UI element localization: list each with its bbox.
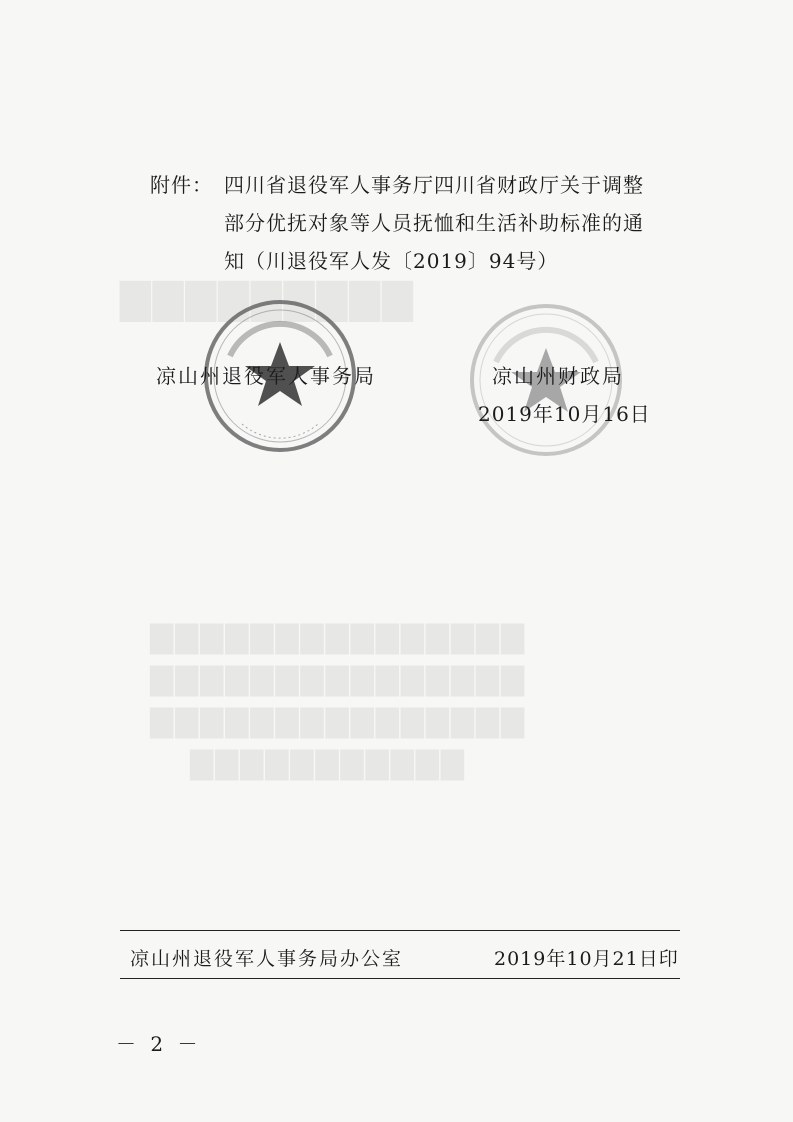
attachment-line-1: 四川省退役军人事务厅四川省财政厅关于调整: [224, 173, 644, 197]
footer-print-date: 2019年10月21日印: [494, 948, 679, 970]
bleed-through-ghost: ▇▇▇▇▇▇▇▇▇: [120, 275, 415, 322]
attachment-line-2: 部分优抚对象等人员抚恤和生活补助标准的通: [224, 211, 644, 235]
attachment-line-3: 知（川退役军人发〔2019〕94号）: [224, 249, 559, 273]
footer-rule-top: [120, 930, 680, 931]
signature-left-org: 凉山州退役军人事务局: [156, 364, 376, 388]
attachment-label: 附件：: [150, 173, 213, 197]
signature-right-org: 凉山州财政局: [492, 364, 624, 388]
footer-rule-bottom: [120, 978, 680, 979]
footer-issuer: 凉山州退役军人事务局办公室: [130, 948, 404, 970]
bleed-through-ghost: ▇▇▇▇▇▇▇▇▇▇▇▇▇▇▇: [150, 704, 527, 739]
page-number: － 2 －: [116, 1032, 202, 1056]
bleed-through-ghost: ▇▇▇▇▇▇▇▇▇▇▇: [190, 746, 466, 781]
bleed-through-ghost: ▇▇▇▇▇▇▇▇▇▇▇▇▇▇▇: [150, 662, 527, 697]
signature-date: 2019年10月16日: [478, 402, 651, 426]
bleed-through-ghost: ▇▇▇▇▇▇▇▇▇▇▇▇▇▇▇: [150, 620, 527, 655]
